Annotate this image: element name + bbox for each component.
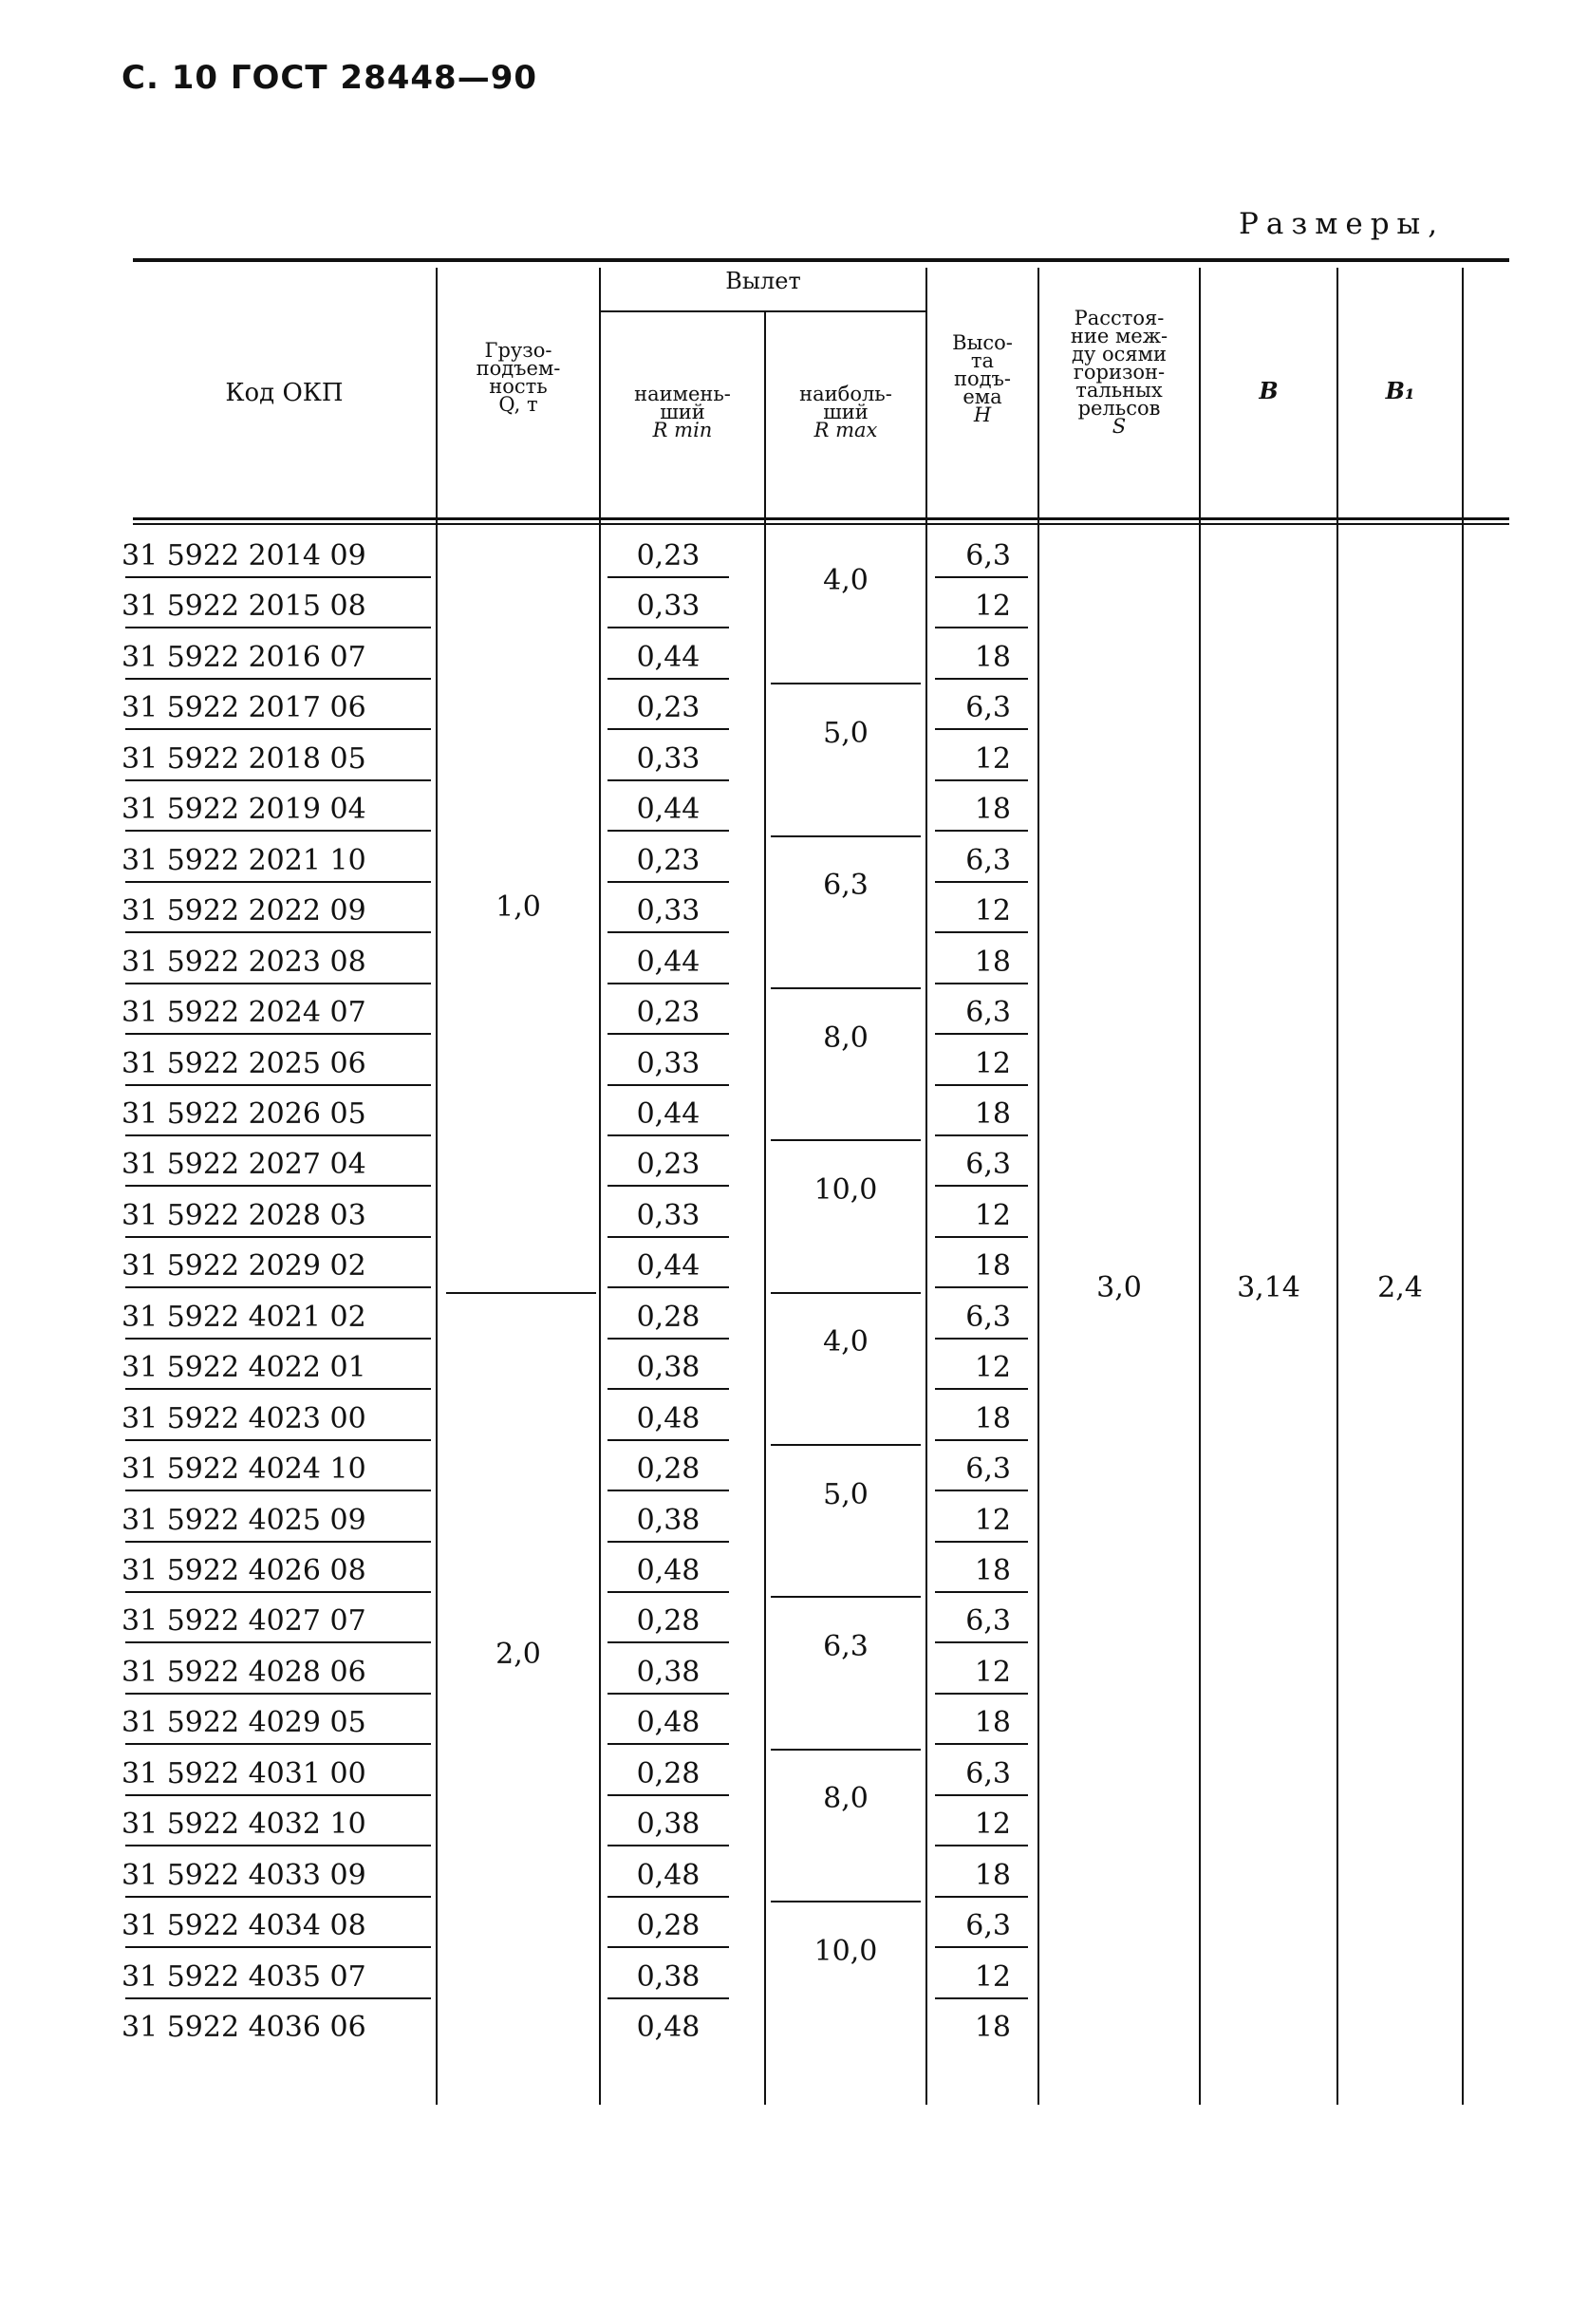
reach-max-group-divider	[771, 835, 921, 837]
reach-min-value: 0,48	[636, 1554, 701, 1587]
capacity-value-1: 1,0	[495, 890, 541, 924]
column-divider-5	[1037, 268, 1039, 2105]
reach-min-value: 0,23	[636, 1148, 701, 1181]
row-underline	[935, 1134, 1028, 1136]
okp-code: 31 5922 2024 07	[121, 996, 366, 1029]
row-underline	[607, 931, 729, 933]
reach-min-value: 0,28	[636, 1301, 701, 1334]
row-underline	[607, 1490, 729, 1491]
height-value: 12	[974, 894, 1011, 928]
height-value: 12	[974, 1199, 1011, 1232]
reach-max-value: 10,0	[813, 1173, 878, 1207]
reach-min-value: 0,33	[636, 742, 701, 776]
row-underline	[935, 983, 1028, 984]
row-underline	[125, 1896, 431, 1898]
okp-code: 31 5922 4031 00	[121, 1757, 366, 1790]
reach-min-value: 0,44	[636, 641, 701, 674]
okp-code: 31 5922 2019 04	[121, 793, 366, 826]
reach-min-value: 0,33	[636, 590, 701, 623]
reach-max-value: 5,0	[823, 1478, 869, 1511]
height-value: 12	[974, 1960, 1011, 1994]
header-capacity: Грузо- подъем- ность Q, т	[476, 339, 561, 416]
reach-min-value: 0,23	[636, 691, 701, 724]
okp-code: 31 5922 4024 10	[121, 1452, 366, 1486]
height-value: 6,3	[965, 539, 1011, 572]
row-underline	[607, 1185, 729, 1187]
column-divider-1	[436, 268, 438, 2105]
okp-code: 31 5922 2015 08	[121, 590, 366, 623]
row-underline	[607, 1439, 729, 1441]
okp-code: 31 5922 4036 06	[121, 2011, 366, 2044]
okp-code: 31 5922 4029 05	[121, 1706, 366, 1739]
okp-code: 31 5922 4035 07	[121, 1960, 366, 1994]
row-underline	[935, 1641, 1028, 1643]
row-underline	[125, 1134, 431, 1136]
row-underline	[935, 1388, 1028, 1390]
units-label: Размеры,	[1239, 207, 1446, 241]
header-bottom-rule	[133, 517, 1509, 520]
height-value: 18	[974, 946, 1011, 979]
row-underline	[607, 1997, 729, 1999]
header-b1: B₁	[1385, 377, 1415, 404]
okp-code: 31 5922 2016 07	[121, 641, 366, 674]
row-underline	[935, 1338, 1028, 1340]
row-underline	[607, 1388, 729, 1390]
reach-max-group-divider	[771, 683, 921, 684]
reach-max-group-divider	[771, 1901, 921, 1902]
reach-max-value: 10,0	[813, 1935, 878, 1968]
row-underline	[935, 1591, 1028, 1593]
reach-max-group-divider	[771, 1596, 921, 1598]
header-height: Высо- та подъ- ема H	[952, 331, 1013, 426]
row-underline	[935, 678, 1028, 680]
capacity-group-divider	[446, 1292, 596, 1294]
header-code: Код ОКП	[225, 379, 344, 407]
height-value: 6,3	[965, 1148, 1011, 1181]
height-value: 6,3	[965, 1604, 1011, 1638]
okp-code: 31 5922 2025 06	[121, 1047, 366, 1080]
height-value: 18	[974, 641, 1011, 674]
row-underline	[935, 1794, 1028, 1796]
reach-max-value: 5,0	[823, 717, 869, 750]
row-underline	[607, 779, 729, 781]
row-underline	[607, 1794, 729, 1796]
row-underline	[607, 1743, 729, 1745]
height-value: 12	[974, 1504, 1011, 1537]
okp-code: 31 5922 2018 05	[121, 742, 366, 776]
row-underline	[125, 1084, 431, 1086]
okp-code: 31 5922 4027 07	[121, 1604, 366, 1638]
reach-max-value: 8,0	[823, 1782, 869, 1815]
reach-min-value: 0,23	[636, 539, 701, 572]
okp-code: 31 5922 4033 09	[121, 1859, 366, 1892]
row-underline	[935, 1946, 1028, 1948]
row-underline	[125, 1946, 431, 1948]
row-underline	[607, 1033, 729, 1035]
reach-min-value: 0,28	[636, 1452, 701, 1486]
okp-code: 31 5922 4023 00	[121, 1402, 366, 1435]
okp-code: 31 5922 2021 10	[121, 844, 366, 877]
row-underline	[935, 1896, 1028, 1898]
row-underline	[935, 1541, 1028, 1543]
row-underline	[607, 1896, 729, 1898]
height-value: 18	[974, 793, 1011, 826]
row-underline	[935, 1743, 1028, 1745]
reach-min-value: 0,33	[636, 894, 701, 928]
row-underline	[935, 1439, 1028, 1441]
okp-code: 31 5922 4032 10	[121, 1808, 366, 1841]
reach-max-group-divider	[771, 1292, 921, 1294]
row-underline	[125, 1236, 431, 1238]
row-underline	[125, 830, 431, 832]
reach-group-divider	[600, 310, 925, 312]
row-underline	[935, 1286, 1028, 1288]
height-value: 6,3	[965, 1757, 1011, 1790]
reach-min-value: 0,44	[636, 1249, 701, 1283]
row-underline	[125, 1388, 431, 1390]
row-underline	[935, 881, 1028, 883]
header-reach-group: Вылет	[725, 268, 801, 294]
row-underline	[935, 576, 1028, 578]
reach-max-value: 6,3	[823, 1630, 869, 1663]
row-underline	[125, 881, 431, 883]
header-bottom-rule-2	[133, 523, 1509, 525]
row-underline	[607, 881, 729, 883]
reach-min-value: 0,38	[636, 1960, 701, 1994]
column-divider-4	[925, 268, 927, 2105]
okp-code: 31 5922 2014 09	[121, 539, 366, 572]
reach-min-value: 0,48	[636, 2011, 701, 2044]
reach-max-group-divider	[771, 1139, 921, 1141]
row-underline	[125, 1033, 431, 1035]
reach-min-value: 0,33	[636, 1199, 701, 1232]
height-value: 12	[974, 1808, 1011, 1841]
height-value: 12	[974, 742, 1011, 776]
height-value: 18	[974, 1859, 1011, 1892]
okp-code: 31 5922 4022 01	[121, 1351, 366, 1384]
row-underline	[125, 983, 431, 984]
reach-min-value: 0,48	[636, 1859, 701, 1892]
row-underline	[125, 779, 431, 781]
row-underline	[125, 1794, 431, 1796]
height-value: 6,3	[965, 1452, 1011, 1486]
column-divider-8	[1462, 268, 1464, 2105]
reach-min-value: 0,23	[636, 996, 701, 1029]
row-underline	[935, 728, 1028, 730]
row-underline	[935, 1693, 1028, 1695]
reach-max-value: 4,0	[823, 564, 869, 597]
reach-min-value: 0,44	[636, 1097, 701, 1131]
row-underline	[125, 1490, 431, 1491]
row-underline	[125, 1541, 431, 1543]
okp-code: 31 5922 4021 02	[121, 1301, 366, 1334]
row-underline	[125, 627, 431, 628]
b-value: 3,14	[1237, 1271, 1300, 1304]
row-underline	[607, 728, 729, 730]
row-underline	[125, 931, 431, 933]
row-underline	[607, 1236, 729, 1238]
reach-max-value: 4,0	[823, 1325, 869, 1359]
capacity-value-2: 2,0	[495, 1638, 541, 1671]
row-underline	[607, 983, 729, 984]
row-underline	[935, 1084, 1028, 1086]
row-underline	[607, 576, 729, 578]
reach-min-value: 0,38	[636, 1504, 701, 1537]
height-value: 18	[974, 1097, 1011, 1131]
row-underline	[125, 1845, 431, 1846]
row-underline	[607, 1541, 729, 1543]
height-value: 18	[974, 1249, 1011, 1283]
okp-code: 31 5922 4026 08	[121, 1554, 366, 1587]
table-top-rule	[133, 258, 1509, 262]
height-value: 6,3	[965, 844, 1011, 877]
reach-max-value: 8,0	[823, 1021, 869, 1055]
height-value: 6,3	[965, 1909, 1011, 1942]
column-divider-7	[1336, 268, 1338, 2105]
row-underline	[125, 1185, 431, 1187]
row-underline	[607, 1591, 729, 1593]
height-value: 12	[974, 1656, 1011, 1689]
row-underline	[607, 1693, 729, 1695]
row-underline	[125, 1439, 431, 1441]
row-underline	[607, 678, 729, 680]
header-reach-min: наимень- ший R min	[634, 383, 731, 441]
reach-min-value: 0,38	[636, 1351, 701, 1384]
okp-code: 31 5922 2017 06	[121, 691, 366, 724]
reach-max-group-divider	[771, 1749, 921, 1751]
reach-max-value: 6,3	[823, 869, 869, 902]
height-value: 6,3	[965, 996, 1011, 1029]
b1-value: 2,4	[1377, 1271, 1423, 1304]
row-underline	[935, 1185, 1028, 1187]
row-underline	[607, 627, 729, 628]
row-underline	[607, 1286, 729, 1288]
row-underline	[935, 779, 1028, 781]
row-underline	[607, 1845, 729, 1846]
reach-min-value: 0,44	[636, 793, 701, 826]
row-underline	[125, 728, 431, 730]
height-value: 18	[974, 1706, 1011, 1739]
okp-code: 31 5922 4028 06	[121, 1656, 366, 1689]
reach-min-value: 0,44	[636, 946, 701, 979]
row-underline	[125, 1693, 431, 1695]
row-underline	[125, 1338, 431, 1340]
row-underline	[125, 1286, 431, 1288]
header-reach-max: наиболь- ший R max	[799, 383, 892, 441]
reach-max-group-divider	[771, 987, 921, 989]
row-underline	[125, 1997, 431, 1999]
row-underline	[935, 1236, 1028, 1238]
okp-code: 31 5922 2022 09	[121, 894, 366, 928]
okp-code: 31 5922 4025 09	[121, 1504, 366, 1537]
reach-min-value: 0,28	[636, 1757, 701, 1790]
reach-min-value: 0,38	[636, 1656, 701, 1689]
column-divider-6	[1199, 268, 1201, 2105]
okp-code: 31 5922 2023 08	[121, 946, 366, 979]
height-value: 12	[974, 1351, 1011, 1384]
row-underline	[935, 1997, 1028, 1999]
row-underline	[125, 678, 431, 680]
row-underline	[935, 1845, 1028, 1846]
okp-code: 31 5922 4034 08	[121, 1909, 366, 1942]
okp-code: 31 5922 2029 02	[121, 1249, 366, 1283]
reach-min-value: 0,48	[636, 1706, 701, 1739]
row-underline	[607, 1338, 729, 1340]
reach-min-value: 0,23	[636, 844, 701, 877]
row-underline	[935, 830, 1028, 832]
okp-code: 31 5922 2028 03	[121, 1199, 366, 1232]
height-value: 18	[974, 1402, 1011, 1435]
reach-min-value: 0,28	[636, 1604, 701, 1638]
row-underline	[935, 1490, 1028, 1491]
row-underline	[935, 627, 1028, 628]
row-underline	[125, 1641, 431, 1643]
height-value: 6,3	[965, 1301, 1011, 1334]
row-underline	[125, 1591, 431, 1593]
header-rail-distance: Расстоя- ние меж- ду осями горизон- тальных рельсов S	[1070, 307, 1168, 438]
page-header: С. 10 ГОСТ 28448—90	[121, 59, 538, 97]
row-underline	[607, 830, 729, 832]
height-value: 12	[974, 590, 1011, 623]
okp-code: 31 5922 2026 05	[121, 1097, 366, 1131]
reach-min-value: 0,48	[636, 1402, 701, 1435]
reach-min-value: 0,33	[636, 1047, 701, 1080]
row-underline	[607, 1134, 729, 1136]
reach-min-value: 0,38	[636, 1808, 701, 1841]
reach-min-value: 0,28	[636, 1909, 701, 1942]
row-underline	[607, 1946, 729, 1948]
height-value: 12	[974, 1047, 1011, 1080]
rail-distance-value: 3,0	[1096, 1271, 1142, 1304]
height-value: 18	[974, 1554, 1011, 1587]
row-underline	[607, 1641, 729, 1643]
header-b: B	[1259, 377, 1279, 404]
row-underline	[125, 1743, 431, 1745]
reach-max-group-divider	[771, 1444, 921, 1446]
row-underline	[125, 576, 431, 578]
row-underline	[935, 1033, 1028, 1035]
height-value: 18	[974, 2011, 1011, 2044]
height-value: 6,3	[965, 691, 1011, 724]
row-underline	[607, 1084, 729, 1086]
row-underline	[935, 931, 1028, 933]
okp-code: 31 5922 2027 04	[121, 1148, 366, 1181]
